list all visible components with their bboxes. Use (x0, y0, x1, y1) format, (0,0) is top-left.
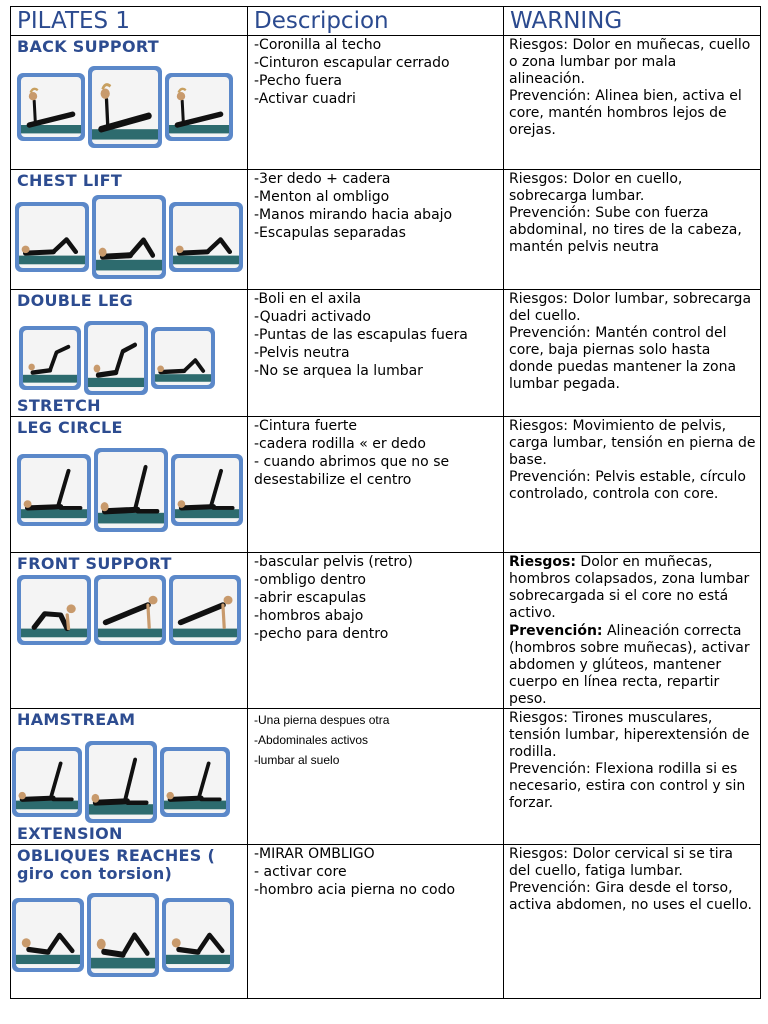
description-cell (248, 709, 504, 845)
exercise-photo (171, 454, 243, 526)
exercise-photos (12, 893, 237, 977)
description-line: -pecho para dentro (254, 626, 389, 642)
description-line: -cadera rodilla « er dedo (254, 436, 426, 452)
exercise-illustration-icon (155, 331, 211, 385)
exercise-photos (15, 195, 246, 279)
warning-cell (504, 417, 761, 553)
exercise-photo (19, 326, 81, 390)
warning-prevencion-text: Alineación correcta (hombros sobre muñecas), activar abdomen y glúteos, mantener cuerpo en línea recta, repartir peso. (509, 623, 750, 707)
exercise-illustration-icon (98, 579, 162, 641)
exercise-illustration-icon (21, 458, 87, 522)
description-line: -Escapulas separadas (254, 225, 406, 241)
description-line: -Boli en el axila (254, 291, 362, 307)
description-line: -Cintura fuerte (254, 418, 358, 434)
exercise-row (11, 290, 761, 417)
exercise-illustration-icon (16, 751, 78, 813)
description-line: -MIRAR OMBLIGO (254, 846, 375, 862)
description-line: -bascular pelvis (retro) (254, 554, 413, 570)
exercise-illustration-icon (96, 199, 162, 275)
exercise-photos (17, 448, 246, 532)
header-warning: WARNING (504, 7, 761, 36)
exercise-photo (160, 747, 230, 817)
description-line: -Abdominales activos (254, 733, 369, 747)
exercise-name: DOUBLE LEG (17, 291, 134, 310)
exercise-photos (17, 66, 236, 148)
exercise-cell (11, 170, 248, 290)
exercise-cell (11, 553, 248, 709)
warning-text (504, 553, 760, 622)
exercise-photo (87, 893, 159, 977)
exercise-illustration-icon (23, 330, 77, 386)
exercise-name-continued: EXTENSION (17, 824, 123, 843)
description-line: - cuando abrimos que no se (254, 454, 450, 470)
description-line: -No se arquea la lumbar (254, 363, 423, 379)
warning-cell (504, 709, 761, 845)
description-cell (248, 36, 504, 170)
exercise-name-continued: STRETCH (17, 396, 101, 415)
exercise-cell (11, 36, 248, 170)
exercise-illustration-icon (166, 902, 230, 968)
exercise-illustration-icon (19, 206, 85, 268)
description-line: -3er dedo + cadera (254, 171, 391, 187)
description-cell (248, 553, 504, 709)
exercise-cell (11, 845, 248, 999)
exercise-photo (151, 327, 215, 389)
exercise-photos (12, 741, 233, 823)
exercise-photos (17, 575, 244, 645)
exercise-row (11, 553, 761, 709)
warning-cell (504, 170, 761, 290)
exercise-photo (84, 321, 148, 395)
exercise-row (11, 845, 761, 999)
exercise-photo (94, 575, 166, 645)
exercise-photo (94, 448, 168, 532)
exercise-name: HAMSTREAM (17, 710, 136, 729)
exercise-row (11, 170, 761, 290)
description-line: -Puntas de las escapulas fuera (254, 327, 468, 343)
warning-label-prevencion: Prevención: (509, 623, 603, 639)
description-line: -Coronilla al techo (254, 37, 382, 53)
description-line: -ombligo dentro (254, 572, 366, 588)
exercise-photo (12, 898, 84, 972)
exercise-photo (92, 195, 166, 279)
description-line: -Manos mirando hacia abajo (254, 207, 453, 223)
exercise-photos (19, 321, 218, 395)
description-line: -Una pierna despues otra (254, 713, 390, 727)
exercise-photo (17, 454, 91, 526)
header-descripcion: Descripcion (248, 7, 504, 36)
exercise-illustration-icon (173, 206, 239, 268)
warning-label-riesgos: Riesgos: (509, 554, 576, 570)
exercise-photo (85, 741, 157, 823)
description-line: - activar core (254, 864, 347, 880)
warning-text: Riesgos: Movimiento de pelvis, carga lumbar, tensión en pierna de base. Prevención: Pelvis estable, círculo controlado, controla con core. (509, 418, 756, 502)
description-line: -Quadri activado (254, 309, 371, 325)
description-line: -hombro acia pierna no codo (254, 882, 456, 898)
exercise-illustration-icon (98, 452, 164, 528)
exercise-cell (11, 709, 248, 845)
warning-cell (504, 36, 761, 170)
description-line: -lumbar al suelo (254, 753, 340, 767)
exercise-illustration-icon (21, 579, 87, 641)
exercise-name: LEG CIRCLE (17, 418, 123, 437)
exercise-illustration-icon (89, 745, 153, 819)
description-line: -abrir escapulas (254, 590, 367, 606)
exercise-photo (169, 575, 241, 645)
description-line: -Pelvis neutra (254, 345, 350, 361)
exercise-name-line2: giro con torsion) (17, 864, 173, 883)
pilates-table (10, 6, 761, 999)
warning-text: Riesgos: Dolor en muñecas, cuello o zona lumbar por mala alineación. Prevención: Alinea bien, activa el core, mantén hombros lejos de orejas. (509, 37, 751, 138)
warning-cell (504, 553, 761, 709)
header-pilates: PILATES 1 (11, 7, 248, 36)
warning-text: Riesgos: Dolor lumbar, sobrecarga del cuello. Prevención: Mantén control del core, baja piernas solo hasta donde puedas mantener la zona lumbar pegada. (509, 291, 752, 392)
exercise-illustration-icon (173, 579, 237, 641)
warning-text: Riesgos: Dolor en cuello, sobrecarga lumbar. Prevención: Sube con fuerza abdominal, no tires de la cabeza, mantén pelvis neutra (509, 171, 742, 255)
exercise-cell (11, 290, 248, 417)
description-cell (248, 417, 504, 553)
exercise-illustration-icon (175, 458, 239, 522)
exercise-illustration-icon (21, 77, 81, 137)
exercise-row (11, 36, 761, 170)
exercise-photo (17, 73, 85, 141)
description-cell (248, 170, 504, 290)
description-line: -Menton al ombligo (254, 189, 390, 205)
warning-cell (504, 845, 761, 999)
exercise-photo (169, 202, 243, 272)
exercise-photo (12, 747, 82, 817)
exercise-name: BACK SUPPORT (17, 37, 159, 56)
description-line: -Activar cuadri (254, 91, 356, 107)
exercise-photo (162, 898, 234, 972)
exercise-row (11, 417, 761, 553)
exercise-photo (15, 202, 89, 272)
description-line: -Cinturon escapular cerrado (254, 55, 450, 71)
warning-text: Riesgos: Dolor cervical si se tira del cuello, fatiga lumbar. Prevención: Gira desde el torso, activa abdomen, no uses el cuello. (509, 846, 753, 913)
exercise-illustration-icon (164, 751, 226, 813)
warning-cell (504, 290, 761, 417)
warning-riesgos-text: Dolor en muñecas, hombros colapsados, zona lumbar sobrecargada si el core no está activo. (509, 554, 750, 621)
exercise-name: OBLIQUES REACHES ( (17, 846, 216, 865)
exercise-photo (88, 66, 162, 148)
exercise-illustration-icon (169, 77, 229, 137)
description-line: -Pecho fuera (254, 73, 342, 89)
warning-text: Riesgos: Tirones musculares, tensión lumbar, hiperextensión de rodilla. Prevención: Flexiona rodilla si es necesario, estira con control y sin forzar. (509, 710, 750, 811)
exercise-cell (11, 417, 248, 553)
description-line: -hombros abajo (254, 608, 364, 624)
exercise-name: FRONT SUPPORT (17, 554, 172, 573)
exercise-illustration-icon (16, 902, 80, 968)
exercise-name: CHEST LIFT (17, 171, 123, 190)
exercise-illustration-icon (91, 897, 155, 973)
description-cell (248, 845, 504, 999)
header-row (11, 7, 761, 36)
exercise-row (11, 709, 761, 845)
description-line: desestabilize el centro (254, 472, 412, 488)
exercise-photo (17, 575, 91, 645)
exercise-photo (165, 73, 233, 141)
exercise-illustration-icon (92, 70, 158, 144)
exercise-illustration-icon (88, 325, 144, 391)
description-cell (248, 290, 504, 417)
warning-text (504, 622, 760, 708)
